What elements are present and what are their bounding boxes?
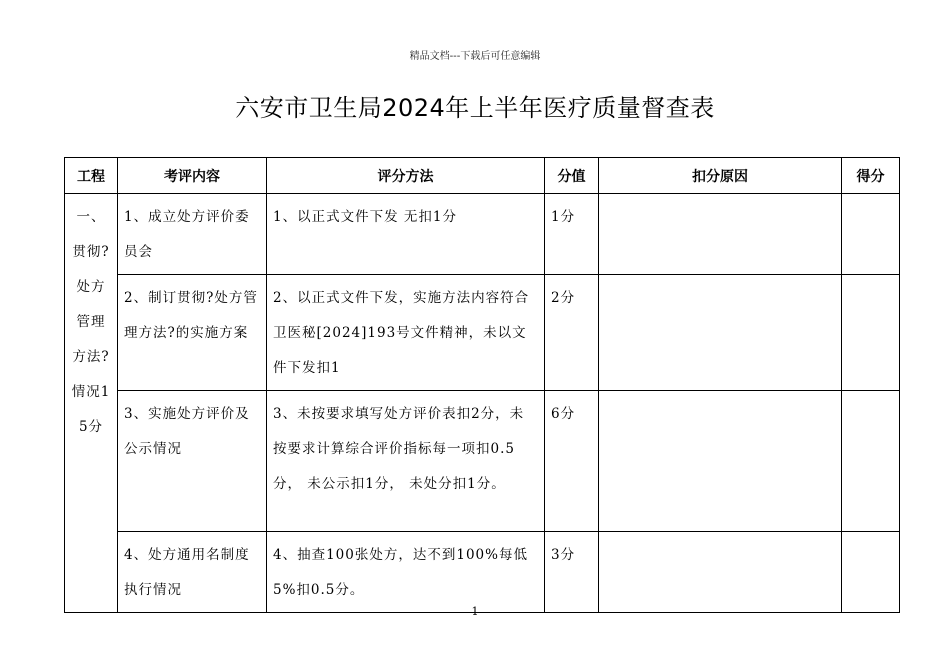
row-method: 1、以正式文件下发 无扣1分 (267, 194, 545, 275)
table-header-row (65, 158, 900, 194)
row-value: 2分 (545, 275, 599, 391)
header-score-value: 分值 (545, 158, 599, 194)
table-row (65, 391, 900, 532)
row-reason (599, 532, 842, 613)
row-method: 2、以正式文件下发，实施方法内容符合卫医秘[2024]193号文件精神，未以文件下发扣1 (267, 275, 545, 391)
table-row (65, 194, 900, 275)
row-method: 3、未按要求填写处方评价表扣2分，未按要求计算综合评价指标每一项扣0.5分， 未公示扣1分， 未处分扣1分。 (267, 391, 545, 532)
header-content: 考评内容 (118, 158, 267, 194)
row-reason (599, 391, 842, 532)
row-content: 1、成立处方评价委员会 (118, 194, 267, 275)
inspection-table (64, 157, 900, 613)
row-value: 1分 (545, 194, 599, 275)
row-score (842, 391, 900, 532)
section-label: 一、贯彻?处方管理方法?情况15分 (65, 194, 118, 613)
header-method: 评分方法 (267, 158, 545, 194)
row-content: 3、实施处方评价及公示情况 (118, 391, 267, 532)
row-reason (599, 194, 842, 275)
header-project: 工程 (65, 158, 118, 194)
watermark-header: 精品文档---下载后可任意编辑 (409, 51, 541, 62)
table-row (65, 275, 900, 391)
table-row (65, 532, 900, 613)
row-content: 2、制订贯彻?处方管理方法?的实施方案 (118, 275, 267, 391)
page-number: 1 (471, 605, 479, 618)
document-title: 六安市卫生局2024年上半年医疗质量督查表 (235, 94, 715, 122)
header-deduction-reason: 扣分原因 (599, 158, 842, 194)
row-score (842, 275, 900, 391)
header-score: 得分 (842, 158, 900, 194)
row-content: 4、处方通用名制度执行情况 (118, 532, 267, 613)
row-value: 6分 (545, 391, 599, 532)
row-reason (599, 275, 842, 391)
row-value: 3分 (545, 532, 599, 613)
row-score (842, 532, 900, 613)
row-score (842, 194, 900, 275)
row-method: 4、抽查100张处方，达不到100%每低5%扣0.5分。 (267, 532, 545, 613)
